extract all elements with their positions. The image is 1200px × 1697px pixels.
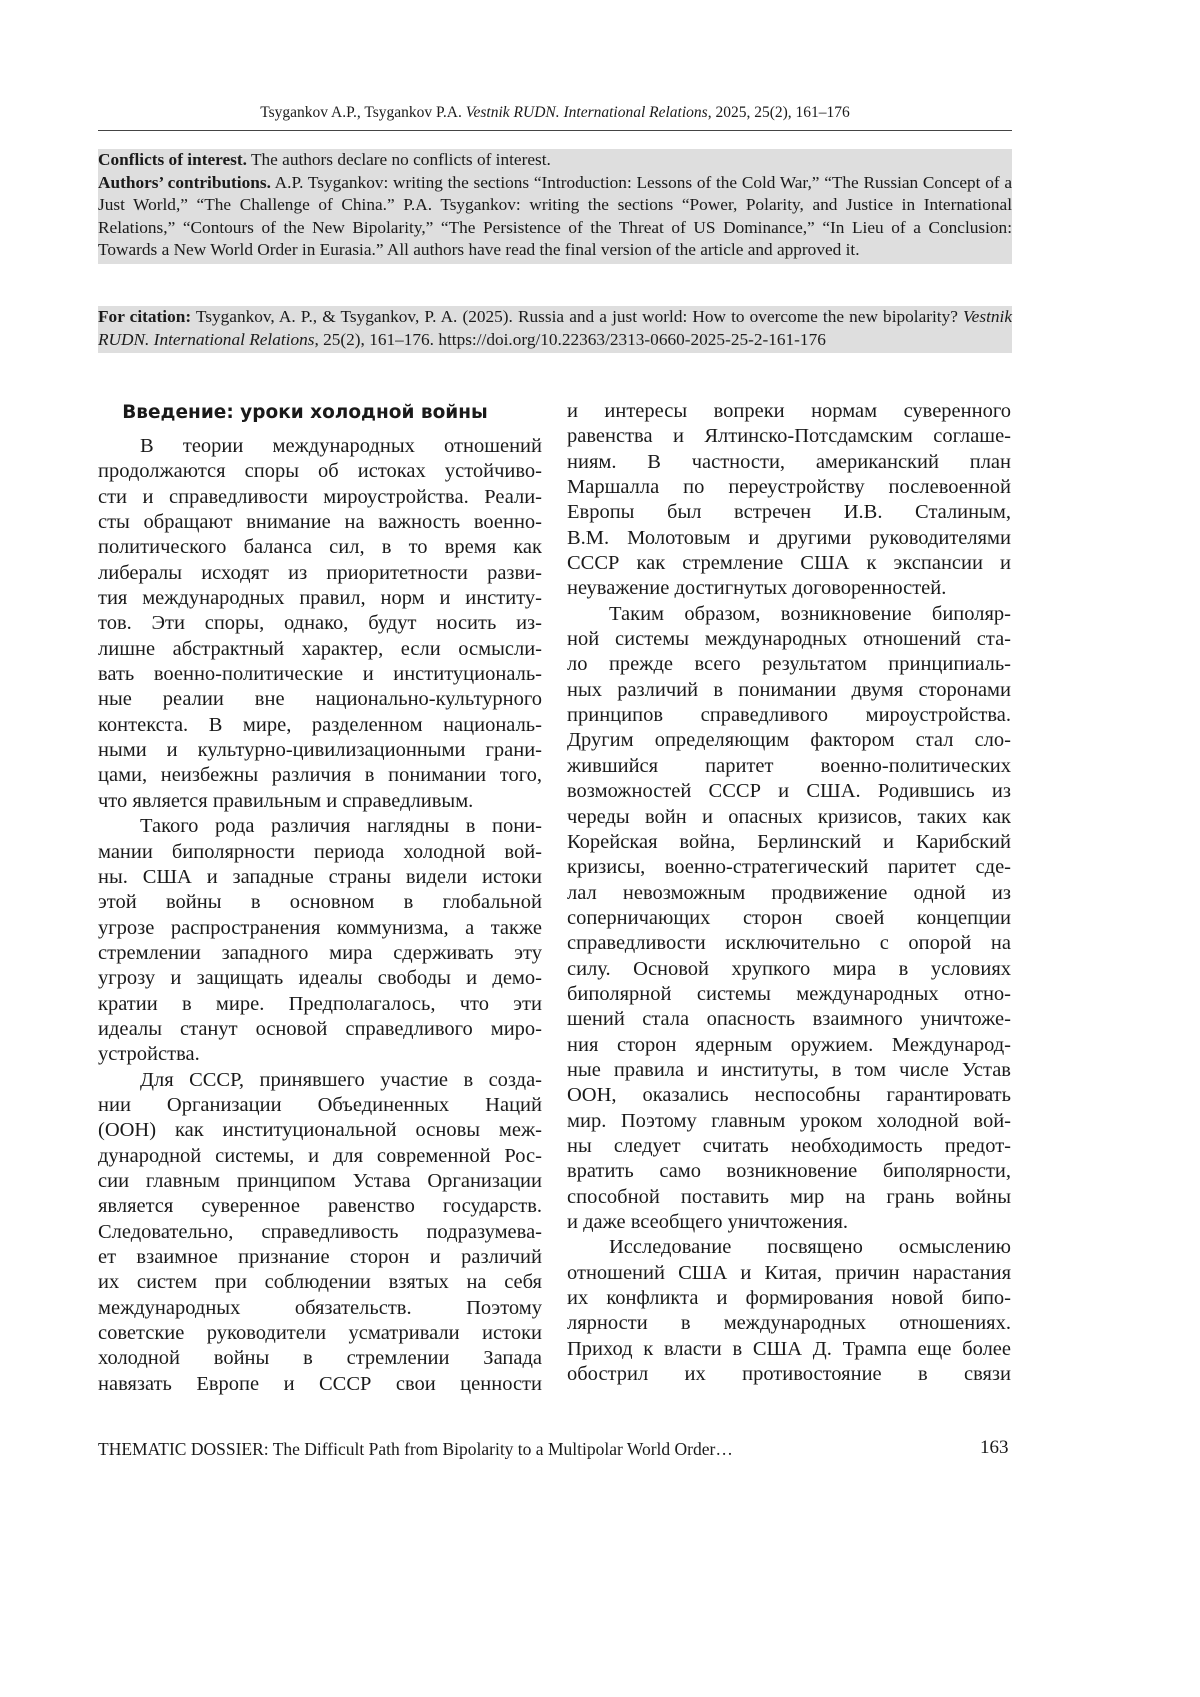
text-line: ло прежде всего результатом принципиаль- [567,652,1011,677]
text-line: череды войн и опасных кризисов, таких как [567,805,1011,830]
text-line: принципов справедливого мироустройства. [567,703,1011,728]
right-column [567,399,1011,1387]
text-line: ны. США и западные страны видели истоки [98,865,542,890]
text-line: контекста. В мире, разделенном националь- [98,713,542,738]
text-line: ет взаимное признание сторон и различий [98,1245,542,1270]
text-line: равенства и Ялтинско-Потсдамским соглаше- [567,424,1011,449]
text-line: силу. Основой хрупкого мира в условиях [567,957,1011,982]
text-line: этой войны в основном в глобальной [98,890,542,915]
text-line: мир. Поэтому главным уроком холодной вой- [567,1109,1011,1134]
text-line: угрозе распространения коммунизма, а также [98,916,542,941]
text-line: ных различий в понимании двумя сторонами [567,678,1011,703]
contributions-text: A.P. Tsygankov: writing the sections “Introduction: Lessons of the Cold War,” “The Russian Concept of a Just World,” “The Challenge of China.” P.A. Tsygankov: writing the sections “Power, Polarity, and Justice in International Relations,” “Contours of the New Bipolarity,” “The Persistence of the Threat of US Dominance,” “In Lieu of a Conclusion: Towards a New World Order in Eurasia.” All authors have read the final version of the article and approved it. [98,173,1012,260]
text-line: лишне абстрактный характер, если осмысли- [98,637,542,662]
paragraph [567,399,1011,602]
text-line: (ООН) как институциональной основы меж- [98,1118,542,1143]
text-line: их конфликта и формирования новой бипо- [567,1286,1011,1311]
text-line: политического баланса сил, в то время как [98,535,542,560]
text-line: нии Организации Объединенных Наций [98,1093,542,1118]
paragraph [98,1068,542,1397]
section-title: Введение: уроки холодной войны [98,400,542,426]
paragraph [98,814,542,1067]
text-line: шений стала опасность взаимного уничтоже- [567,1007,1011,1032]
text-line: вратить само возникновение биполярности, [567,1159,1011,1184]
text-line: ниям. В частности, американский план [567,450,1011,475]
contributions-label: Authors’ contributions. [98,173,271,192]
text-line: неуважение достигнутых договоренностей. [567,576,1011,601]
text-line: навязать Европе и СССР свои ценности [98,1372,542,1397]
authors-contributions [98,172,1012,262]
paragraph [567,1235,1011,1387]
text-line: лал невозможным продвижение одной из [567,881,1011,906]
text-line: ные правила и институты, в том числе Устав [567,1058,1011,1083]
text-line: вать военно-политические и институциональ- [98,662,542,687]
text-line: идеалы станут основой справедливого миро- [98,1017,542,1042]
text-line: Корейская война, Берлинский и Карибский [567,830,1011,855]
header-authors: Tsygankov A.P., Tsygankov P.A. [260,104,466,121]
text-line: угрозу и защищать идеалы свободы и демо- [98,966,542,991]
text-line: Маршалла по переустройству послевоенной [567,475,1011,500]
text-line: ния сторон ядерным оружием. Международ- [567,1033,1011,1058]
text-line: справедливости исключительно с опорой на [567,931,1011,956]
conflicts-text: The authors declare no conflicts of interest. [247,150,551,169]
text-line: сти и справедливости мироустройства. Реали- [98,485,542,510]
text-line: ны следует считать необходимость предот- [567,1134,1011,1159]
text-line: Исследование посвящено осмыслению [567,1235,1011,1260]
text-line: Таким образом, возникновение биполяр- [567,602,1011,627]
text-line: Европы был встречен И.В. Сталиным, [567,500,1011,525]
text-line: и даже всеобщего уничтожения. [567,1210,1011,1235]
text-line: ной системы международных отношений ста- [567,627,1011,652]
text-line: обострил их противостояние в связи [567,1362,1011,1387]
text-line: тов. Эти споры, однако, будут носить из- [98,611,542,636]
text-line: В.М. Молотовым и другими руководителями [567,526,1011,551]
text-line: сии главным принципом Устава Организации [98,1169,542,1194]
text-line: кризисы, военно-стратегический паритет сде- [567,855,1011,880]
text-line: что является правильным и справедливым. [98,789,542,814]
text-line: холодной войны в стремлении Запада [98,1346,542,1371]
text-line: их систем при соблюдении взятых на себя [98,1270,542,1295]
paragraph [567,602,1011,1236]
text-line: и интересы вопреки нормам суверенного [567,399,1011,424]
text-line: кратии в мире. Предполагалось, что эти [98,992,542,1017]
text-line: Такого рода различия наглядны в пони- [98,814,542,839]
text-line: соперничающих сторон своей концепции [567,906,1011,931]
text-line: Приход к власти в США Д. Трампа еще более [567,1337,1011,1362]
text-line: В теории международных отношений [98,434,542,459]
citation-text: Tsygankov, A. P., & Tsygankov, P. A. (2025). Russia and a just world: How to overcome the new bipolarity? [191,307,963,326]
text-line: продолжаются споры об истоках устойчиво- [98,459,542,484]
text-line: является суверенное равенство государств. [98,1194,542,1219]
text-line: биполярной системы международных отно- [567,982,1011,1007]
text-line: цами, неизбежны различия в понимании того, [98,763,542,788]
header-journal: Vestnik RUDN. International Relations [466,104,708,121]
text-line: Для СССР, принявшего участие в созда- [98,1068,542,1093]
page-number: 163 [980,1437,1009,1459]
text-line: Другим определяющим фактором стал сло- [567,728,1011,753]
text-line: СССР как стремление США к экспансии и [567,551,1011,576]
text-line: дународной системы, и для современной Рос- [98,1144,542,1169]
text-line: жившийся паритет военно-политических [567,754,1011,779]
citation-doi[interactable]: , 25(2), 161–176. https://doi.org/10.22363/2313-0660-2025-25-2-161-176 [314,330,825,349]
conflicts-label: Conflicts of interest. [98,150,247,169]
text-line: лярности в международных отношениях. [567,1311,1011,1336]
text-line: возможностей СССР и США. Родившись из [567,779,1011,804]
text-line: советские руководители усматривали истоки [98,1321,542,1346]
citation-label: For citation: [98,307,191,326]
text-line: мании биполярности периода холодной вой- [98,840,542,865]
text-line: тия международных правил, норм и институ- [98,586,542,611]
left-column [98,400,542,1397]
text-line: устройства. [98,1042,542,1067]
running-header [98,104,1012,122]
text-line: Следовательно, справедливость подразумева- [98,1220,542,1245]
text-line: сты обращают внимание на важность военно- [98,510,542,535]
text-line: либералы исходят из приоритетности разви- [98,561,542,586]
declarations-box [98,149,1012,264]
text-line: ными и культурно-цивилизационными грани- [98,738,542,763]
footer-dossier: THEMATIC DOSSIER: The Difficult Path from Bipolarity to a Multipolar World Order… [98,1439,733,1460]
text-line: ные реалии вне национально-культурного [98,687,542,712]
text-line: международных обязательств. Поэтому [98,1296,542,1321]
citation-journal: Vestnik RUDN. International Relations [98,307,1012,349]
citation-box [98,306,1012,353]
header-issue: , 2025, 25(2), 161–176 [708,104,850,121]
text-line: ООН, оказались неспособны гарантировать [567,1083,1011,1108]
text-line: стремлении западного мира сдерживать эту [98,941,542,966]
conflicts-of-interest [98,149,1012,172]
right-column-body [567,399,1011,1387]
left-column-body [98,434,542,1397]
text-line: отношений США и Китая, причин нарастания [567,1261,1011,1286]
header-rule [98,130,1012,131]
paragraph [98,434,542,814]
text-line: способной поставить мир на грань войны [567,1185,1011,1210]
